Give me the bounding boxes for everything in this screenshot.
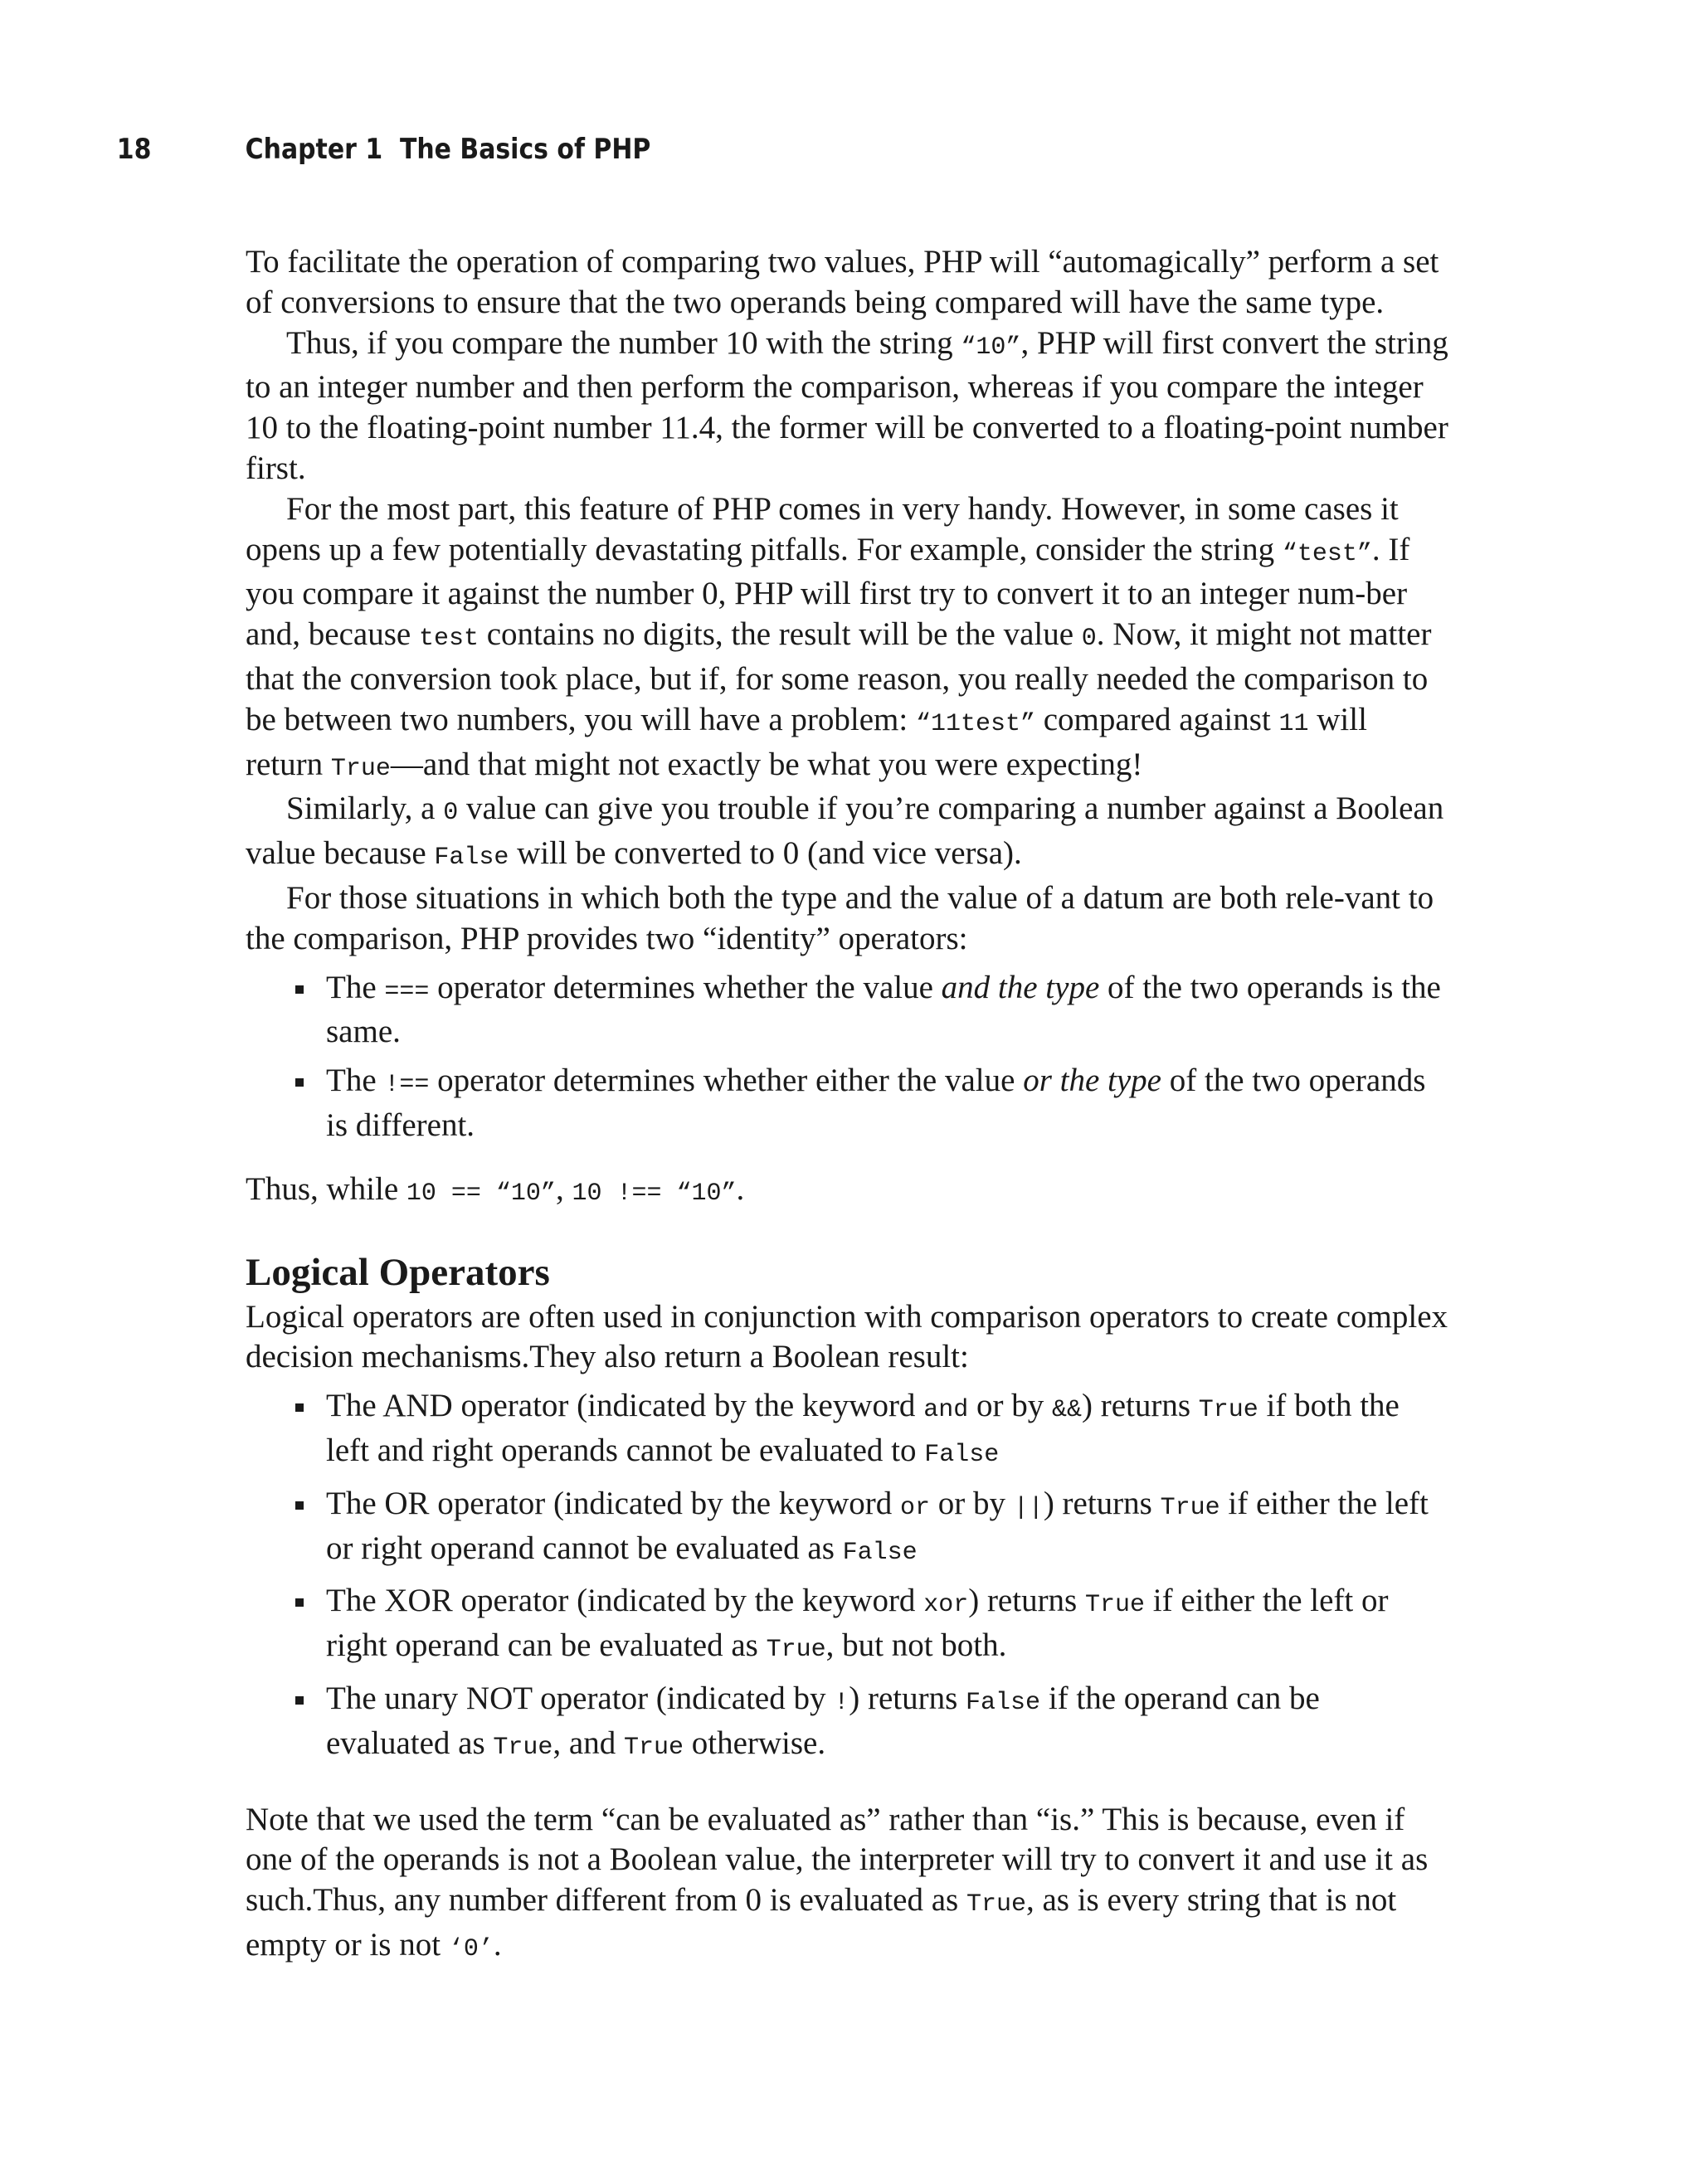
code-inline: test [418, 625, 479, 654]
code-inline: True [1198, 1396, 1258, 1425]
code-inline: False [924, 1440, 1000, 1469]
list-item-or: The OR operator (indicated by the keyword or or by ||) returns True if either the left or right operand cannot be evaluated as False [246, 1484, 1448, 1574]
list-item: The === operator determines whether the value and the type of the two operands is the same. [246, 968, 1448, 1053]
section-heading: Logical Operators [246, 1250, 550, 1294]
code-inline: ‘0’ [448, 1934, 494, 1963]
list-item-not: The unary NOT operator (indicated by !) returns False if the operand can be evaluated as True, and True otherwise. [246, 1679, 1448, 1768]
code-inline: !== [384, 1071, 430, 1100]
code-inline: True [623, 1733, 684, 1762]
code-inline: False [434, 844, 509, 873]
bullet-icon [295, 1598, 304, 1607]
code-inline: 0 [443, 799, 459, 828]
code-inline: “10” [961, 333, 1021, 362]
code-inline: True [766, 1636, 826, 1665]
paragraph-logical-intro: Logical operators are often used in conjunction with comparison operators to create complex decision mechanisms.They also return a Boolean result: [246, 1298, 1448, 1375]
code-inline: “11test” [915, 709, 1035, 738]
paragraph-pitfalls: For the most part, this feature of PHP comes in very handy. However, in some cases it opens up a few potentially devastating pitfalls. For example, consider the string “test”. If you compare it against the number 0, PHP will first try to convert it to an integer num-ber and, because test contains no digits, the result will be the value 0. Now, it might not matter that the conversion took place, but if, for some reason, you really needed the comparison to be between two numbers, you will have a problem: “11test” compared against 11 will return True—and that might not exactly be what you were expecting! [246, 490, 1432, 783]
paragraph-identity-example: Thus, while 10 == “10”, 10 !== “10”. [246, 1170, 745, 1208]
code-inline: False [966, 1688, 1041, 1717]
code-inline: 11 [1278, 709, 1309, 738]
running-head [0, 133, 1495, 174]
bullet-icon [295, 1501, 304, 1510]
paragraph-type-conversion: To facilitate the operation of comparing two values, PHP will “automagically” perform a set of conversions to ensure that the two operands being compared will have the same type. [246, 244, 1439, 320]
code-inline: True [493, 1733, 553, 1762]
code-inline: 10 == “10” [406, 1179, 556, 1208]
bullet-icon [295, 1078, 304, 1087]
code-inline: True [1085, 1591, 1146, 1620]
code-inline: ! [834, 1688, 850, 1717]
code-inline: True [966, 1890, 1026, 1919]
code-inline: “test” [1282, 539, 1372, 568]
identity-operator-list [246, 968, 1448, 1146]
body-text [246, 242, 1448, 1970]
chapter-title: Chapter 1 The Basics of PHP [245, 133, 651, 166]
paragraph-zero-value: Similarly, a 0 value can give you trouble if you’re comparing a number against a Boolean value because False will be converted to 0 (and vice versa). [246, 790, 1444, 873]
paragraph-evaluation-note: Note that we used the term “can be evaluated as” rather than “is.” This is because, even if one of the operands is not a Boolean value, the interpreter will try to convert it and use it as such.Thus, any number different from 0 is evaluated as True, as is every string that is not empty or is not ‘0’. [246, 1801, 1429, 1963]
logical-operator-list [246, 1386, 1448, 1768]
code-inline: && [1051, 1396, 1082, 1425]
page-number: 18 [116, 133, 152, 166]
code-inline: xor [923, 1591, 969, 1620]
paragraph-identity-intro: For those situations in which both the type and the value of a datum are both rele-vant to the comparison, PHP provides two “identity” operators: [246, 879, 1434, 956]
code-inline: or [900, 1493, 931, 1522]
code-inline: True [1160, 1493, 1220, 1522]
list-item-and: The AND operator (indicated by the keyword and or by &&) returns True if both the left and right operands cannot be evaluated to False [246, 1386, 1448, 1476]
bullet-icon [295, 985, 304, 994]
code-inline: False [842, 1538, 918, 1567]
list-item-xor: The XOR operator (indicated by the keyword xor) returns True if either the left or right operand can be evaluated as True, but not both. [246, 1581, 1448, 1671]
code-inline: 0 [1081, 625, 1097, 654]
code-inline: 10 !== “10” [572, 1179, 737, 1208]
bullet-icon [295, 1696, 304, 1705]
code-inline: === [384, 977, 430, 1006]
code-inline: True [330, 754, 391, 783]
list-item: The !== operator determines whether either the value or the type of the two operands is different. [246, 1061, 1448, 1146]
code-inline: || [1013, 1493, 1044, 1522]
paragraph-string-compare: Thus, if you compare the number 10 with the string “10”, PHP will first convert the string to an integer number and then perform the comparison, whereas if you compare the integer 10 to the floating-point number 11.4, the former will be converted to a floating-point number first. [246, 324, 1448, 486]
code-inline: and [923, 1396, 969, 1425]
bullet-icon [295, 1403, 304, 1412]
